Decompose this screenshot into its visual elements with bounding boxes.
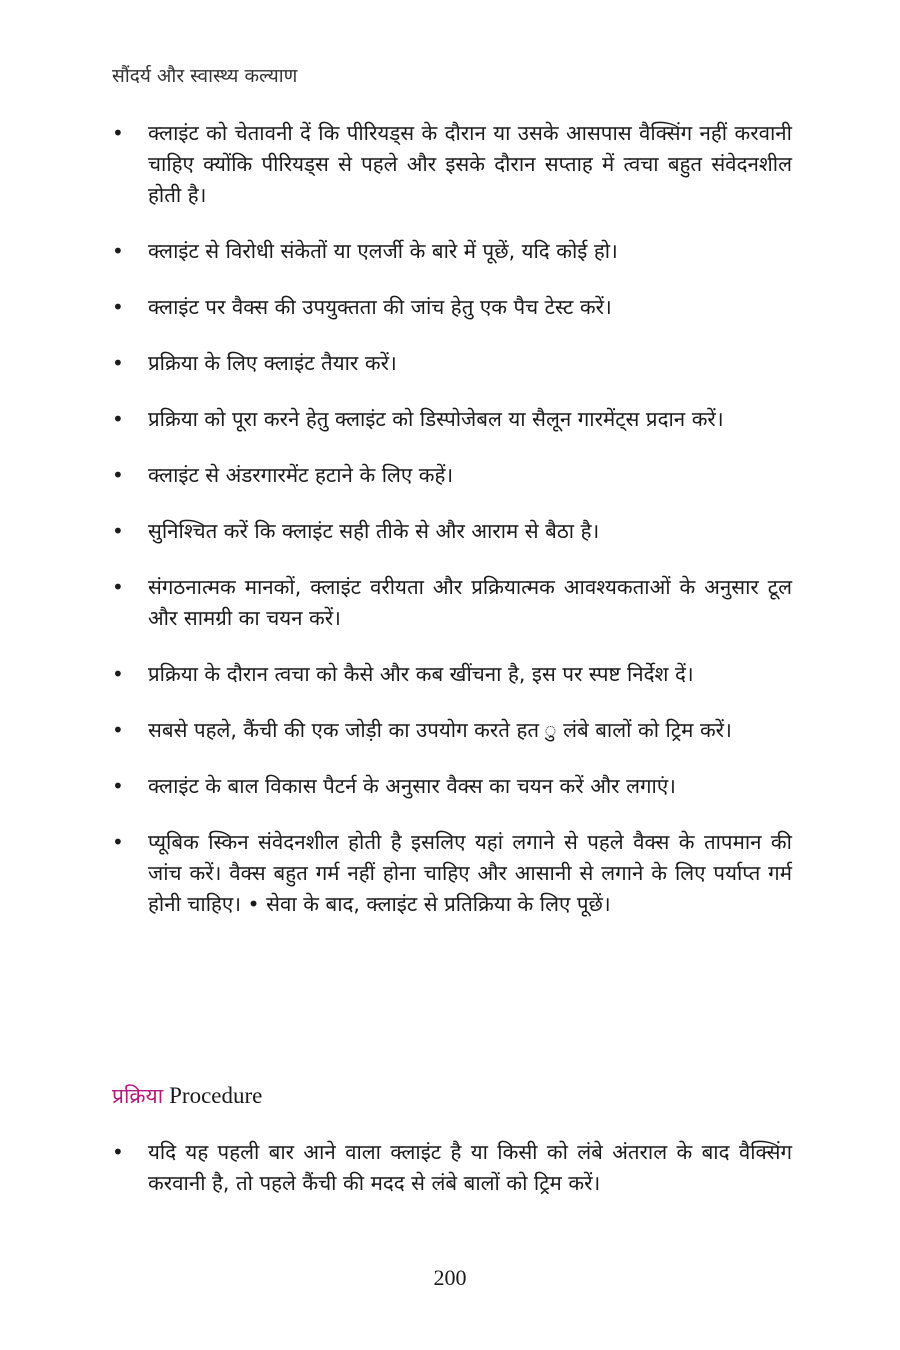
bullet-icon: • bbox=[112, 351, 124, 375]
list-item bbox=[112, 348, 792, 379]
list-item-text: प्रक्रिया के लिए क्लाइंट तैयार करें। bbox=[148, 351, 397, 375]
list-item bbox=[112, 236, 792, 267]
list-item bbox=[112, 404, 792, 435]
list-item-text: संगठनात्मक मानकों, क्लाइंट वरीयता और प्रक्रियात्मक आवश्यकताओं के अनुसार टूल और सामग्री का चयन करें। bbox=[148, 575, 792, 630]
bullet-icon: • bbox=[112, 718, 124, 742]
running-header: सौंदर्य और स्वास्थ्य कल्याण bbox=[112, 65, 298, 87]
list-item bbox=[112, 460, 792, 491]
bullet-icon: • bbox=[112, 407, 124, 431]
list-item-text: प्यूबिक स्किन संवेदनशील होती है इसलिए यहां लगाने से पहले वैक्स के तापमान की जांच करें। वैक्स बहुत गर्म नहीं होना चाहिए और आसानी से लगाने के लिए पर्याप्त गर्म होनी चाहिए। • सेवा के बाद, क्लाइंट से प्रतिक्रिया के लिए पूछें। bbox=[148, 830, 792, 916]
section-heading-english: Procedure bbox=[169, 1083, 263, 1108]
list-item bbox=[112, 118, 792, 211]
list-item bbox=[112, 659, 792, 690]
list-item bbox=[112, 715, 792, 746]
list-item bbox=[112, 572, 792, 634]
list-item-text: सबसे पहले, कैंची की एक जोड़ी का उपयोग करते हत ु लंबे बालों को ट्रिम करें। bbox=[148, 718, 732, 742]
list-item-text: क्लाइंट को चेतावनी दें कि पीरियड्स के दौरान या उसके आसपास वैक्सिंग नहीं करवानी चाहिए क्योंकि पीरियड्स से पहले और इसके दौरान सप्ताह में त्वचा बहुत संवेदनशील होती है। bbox=[148, 121, 792, 207]
list-item bbox=[112, 1137, 792, 1199]
bullet-icon: • bbox=[112, 239, 124, 263]
list-item bbox=[112, 516, 792, 547]
list-item-text: प्रक्रिया के दौरान त्वचा को कैसे और कब खींचना है, इस पर स्पष्ट निर्देश दें। bbox=[148, 662, 694, 686]
list-item-text: यदि यह पहली बार आने वाला क्लाइंट है या किसी को लंबे अंतराल के बाद वैक्सिंग करवानी है, तो पहले कैंची की मदद से लंबे बालों को ट्रिम करें। bbox=[148, 1140, 792, 1195]
section-heading-hindi: प्रक्रिया bbox=[112, 1084, 164, 1108]
list-item bbox=[112, 771, 792, 802]
list-item bbox=[112, 827, 792, 920]
list-item bbox=[112, 292, 792, 323]
precaution-list bbox=[112, 118, 792, 945]
list-item-text: क्लाइंट से अंडरगारमेंट हटाने के लिए कहें। bbox=[148, 463, 454, 487]
bullet-icon: • bbox=[112, 519, 124, 543]
procedure-list bbox=[112, 1137, 792, 1224]
list-item-text: सुनिश्चित करें कि क्लाइंट सही तीके से और आराम से बैठा है। bbox=[148, 519, 600, 543]
list-item-text: प्रक्रिया को पूरा करने हेतु क्लाइंट को डिस्पोजेबल या सैलून गारमेंट्स प्रदान करें। bbox=[148, 407, 724, 431]
bullet-icon: • bbox=[112, 121, 124, 145]
bullet-icon: • bbox=[112, 662, 124, 686]
section-heading-procedure bbox=[112, 1082, 262, 1110]
page-number: 200 bbox=[433, 1265, 467, 1290]
bullet-icon: • bbox=[112, 575, 124, 599]
list-item-text: क्लाइंट पर वैक्स की उपयुक्तता की जांच हेतु एक पैच टेस्ट करें। bbox=[148, 295, 612, 319]
bullet-icon: • bbox=[112, 1140, 124, 1164]
bullet-icon: • bbox=[112, 295, 124, 319]
bullet-icon: • bbox=[112, 463, 124, 487]
bullet-icon: • bbox=[112, 830, 124, 854]
list-item-text: क्लाइंट के बाल विकास पैटर्न के अनुसार वैक्स का चयन करें और लगाएं। bbox=[148, 774, 676, 798]
list-item-text: क्लाइंट से विरोधी संकेतों या एलर्जी के बारे में पूछें, यदि कोई हो। bbox=[148, 239, 618, 263]
bullet-icon: • bbox=[112, 774, 124, 798]
